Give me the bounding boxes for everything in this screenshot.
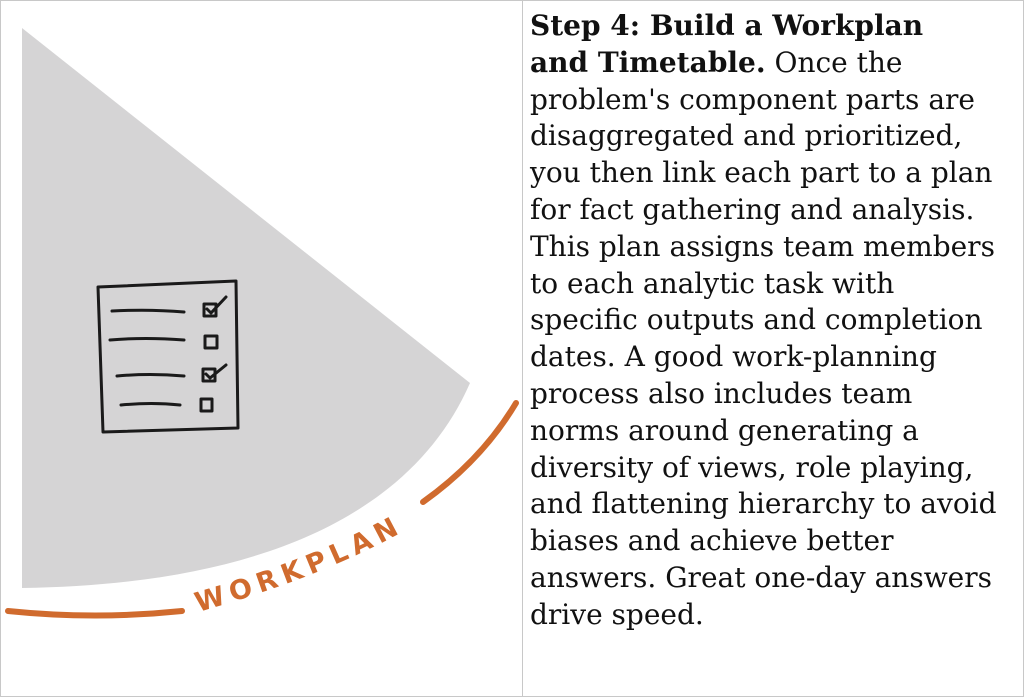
body-line-15: drive speed. — [530, 597, 704, 631]
body-line-7: specific outputs and completion — [530, 303, 983, 337]
heading-line-2 — [530, 45, 1016, 82]
heading-line-1 — [530, 8, 1016, 45]
body-line-12: and flattening hierarchy to avoid — [530, 487, 997, 521]
body-line-11: diversity of views, role playing, — [530, 450, 974, 484]
body-line-10: norms around generating a — [530, 413, 919, 447]
body-line-13: biases and achieve better — [530, 524, 894, 558]
body-line-9: process also includes team — [530, 376, 913, 410]
checklist-line-4 — [121, 404, 180, 406]
body-line-14: answers. Great one-day answers — [530, 560, 992, 594]
step-heading-part-1: Step 4: Build a Workplan — [530, 9, 924, 42]
body-line-4: for fact gathering and analysis. — [530, 192, 975, 226]
body-line-2: disaggregated and prioritized, — [530, 119, 963, 153]
body-line-6: to each analytic task with — [530, 266, 895, 300]
checklist-line-3 — [117, 375, 184, 377]
step-heading-part-2: and Timetable. — [530, 45, 766, 79]
body-line-5: This plan assigns team members — [530, 229, 995, 263]
body-line-0: Once the — [765, 45, 903, 79]
workplan-label-path: WORKPLAN — [191, 509, 409, 619]
accent-arc-left — [8, 611, 182, 616]
panel-divider — [522, 0, 523, 697]
body-line-1: problem's component parts are — [530, 82, 975, 116]
step-description — [530, 8, 1016, 634]
wedge-segment — [22, 28, 470, 588]
body-line-8: dates. A good work-planning — [530, 340, 937, 374]
body-line-3: you then link each part to a plan — [530, 156, 993, 190]
checklist-line-2 — [110, 339, 184, 341]
checklist-line-1 — [112, 310, 184, 312]
